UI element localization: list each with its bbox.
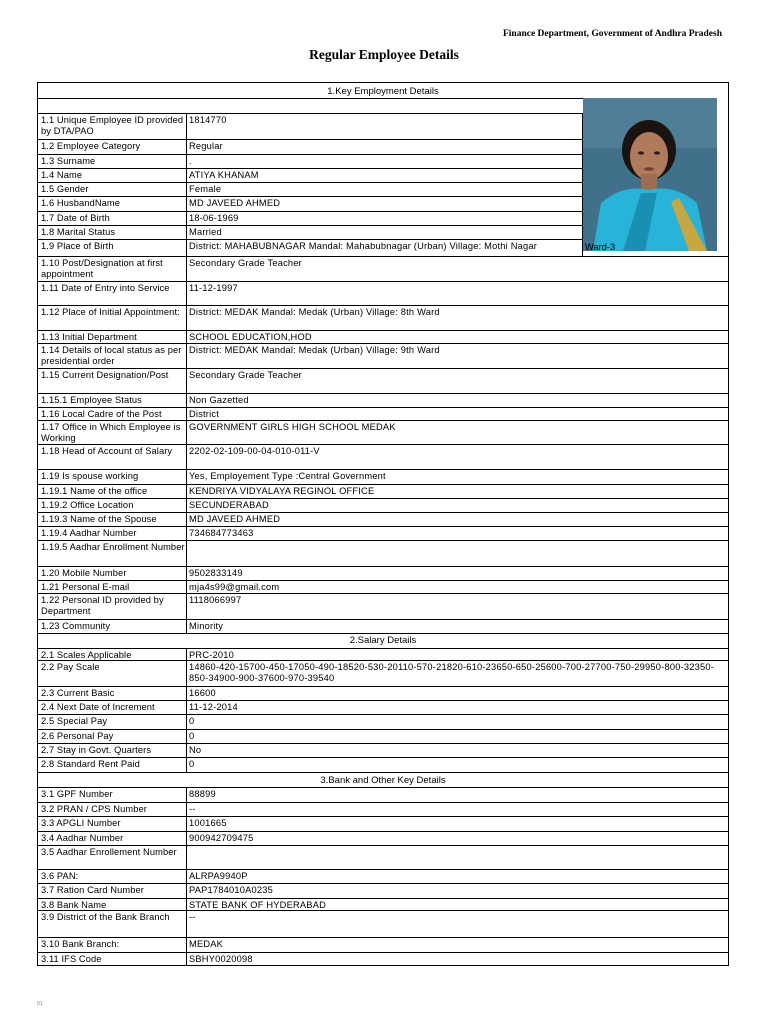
- field-value: Female: [189, 184, 222, 194]
- field-value: Non Gazetted: [189, 395, 249, 405]
- field-label: 2.3 Current Basic: [41, 688, 115, 698]
- field-value: MD JAVEED AHMED: [189, 514, 281, 524]
- field-label: 1.4 Name: [41, 170, 83, 180]
- field-label: 1.16 Local Cadre of the Post: [41, 409, 162, 419]
- field-value: No: [189, 745, 202, 755]
- field-label: 1.13 Initial Department: [41, 332, 137, 342]
- field-label: 3.5 Aadhar Enrollement Number: [41, 847, 177, 857]
- field-label: 1.21 Personal E-mail: [41, 582, 130, 592]
- field-label: 1.7 Date of Birth: [41, 213, 110, 223]
- field-label: 3.6 PAN:: [41, 871, 79, 881]
- field-label: 2.7 Stay in Govt. Quarters: [41, 745, 152, 755]
- field-label: 1.19 Is spouse working: [41, 471, 139, 481]
- field-label: 2.1 Scales Applicable: [41, 650, 132, 660]
- field-value: 18-06-1969: [189, 213, 239, 223]
- field-label: 1.19.3 Name of the Spouse: [41, 514, 157, 524]
- field-value: 0: [189, 716, 195, 726]
- field-value: --: [189, 804, 196, 814]
- field-value: 2202-02-109-00-04-010-011-V: [189, 446, 320, 456]
- field-label: 3.8 Bank Name: [41, 900, 107, 910]
- field-value: Minority: [189, 621, 224, 631]
- department-header: Finance Department, Government of Andhra Pradesh: [502, 29, 722, 39]
- field-value: 1118066997: [189, 595, 242, 605]
- field-label: 1.12 Place of Initial Appointment:: [41, 307, 180, 317]
- field-value: MD JAVEED AHMED: [189, 198, 281, 208]
- field-value: ATIYA KHANAM: [189, 170, 259, 180]
- field-value: 0: [189, 731, 195, 741]
- field-value: SBHY0020098: [189, 954, 253, 964]
- field-label: 2.8 Standard Rent Paid: [41, 759, 140, 769]
- field-label: 2.5 Special Pay: [41, 716, 108, 726]
- field-label: 1.22 Personal ID provided by Department: [41, 595, 164, 616]
- field-label: 3.7 Ration Card Number: [41, 885, 144, 895]
- field-value: District: [189, 409, 220, 419]
- field-label: 1.3 Surname: [41, 156, 96, 166]
- field-label: 3.4 Aadhar Number: [41, 833, 124, 843]
- field-label: 3.1 GPF Number: [41, 789, 113, 799]
- field-value: 900942709475: [189, 833, 254, 843]
- field-value: PAP1784010A0235: [189, 885, 273, 895]
- field-value: Secondary Grade Teacher: [189, 258, 302, 268]
- field-value: District: MEDAK Mandal: Medak (Urban) Village: 9th Ward: [189, 345, 440, 355]
- page-title: Regular Employee Details: [309, 47, 459, 62]
- field-label: 1.5 Gender: [41, 184, 89, 194]
- field-label: 3.10 Bank Branch:: [41, 939, 120, 949]
- field-value: GOVERNMENT GIRLS HIGH SCHOOL MEDAK: [189, 422, 396, 432]
- field-label: 1.1 Unique Employee ID provided by DTA/PAO: [41, 115, 184, 136]
- field-label: 1.19.2 Office Location: [41, 500, 134, 510]
- field-label: 1.2 Employee Category: [41, 141, 141, 151]
- field-value: District: MEDAK Mandal: Medak (Urban) Village: 8th Ward: [189, 307, 440, 317]
- field-value: 9502833149: [189, 568, 243, 578]
- field-value: 1814770: [189, 115, 227, 125]
- field-label: 1.17 Office in Which Employee is Working: [41, 422, 181, 443]
- field-value: KENDRIYA VIDYALAYA REGINOL OFFICE: [189, 486, 375, 496]
- field-value: mja4s99@gmail.com: [189, 582, 280, 592]
- field-label: 1.6 HusbandName: [41, 198, 121, 208]
- field-label: 1.10 Post/Designation at first appointment: [41, 258, 163, 279]
- field-value: 11-12-2014: [189, 702, 238, 712]
- field-value: SCHOOL EDUCATION,HOD: [189, 332, 312, 342]
- field-label: 1.8 Marital Status: [41, 227, 116, 237]
- section-heading-bank: 3.Bank and Other Key Details: [320, 775, 446, 786]
- field-value: District: MAHABUBNAGAR Mandal: Mahabubnagar (Urban) Village: Mothi Nagar: [189, 241, 538, 251]
- field-label: 1.23 Community: [41, 621, 111, 631]
- field-label: 2.2 Pay Scale: [41, 662, 100, 672]
- field-value: MEDAK: [189, 939, 224, 949]
- field-label: 1.15.1 Employee Status: [41, 395, 142, 405]
- field-label: 2.4 Next Date of Increment: [41, 702, 155, 712]
- field-label: 1.18 Head of Account of Salary: [41, 446, 173, 456]
- field-label: 1.19.1 Name of the office: [41, 486, 148, 496]
- field-value: Married: [189, 227, 222, 237]
- field-value: 11-12-1997: [189, 283, 238, 293]
- page-mark: 01: [37, 1001, 43, 1007]
- field-label: 3.3 APGLI Number: [41, 818, 121, 828]
- section-heading-key-employment: 1.Key Employment Details: [327, 86, 439, 97]
- field-label: 1.19.5 Aadhar Enrollment Number: [41, 542, 185, 552]
- field-value: STATE BANK OF HYDERABAD: [189, 900, 327, 910]
- field-value: ALRPA9940P: [189, 871, 248, 881]
- field-value: PRC-2010: [189, 650, 235, 660]
- field-value: .: [189, 156, 192, 166]
- field-value: Yes, Employement Type :Central Government: [189, 471, 386, 481]
- employee-photo: [583, 98, 717, 251]
- field-value: 1001665: [189, 818, 227, 828]
- field-value: Regular: [189, 141, 223, 151]
- field-value: 16600: [189, 688, 216, 698]
- field-value: 14860-420-15700-450-17050-490-18520-530-20110-570-21820-610-23650-650-25600-700-27700-750-29950-800-32350-850-34900-900-37600-970-39540: [189, 662, 715, 683]
- field-label: 3.2 PRAN / CPS Number: [41, 804, 147, 814]
- field-label: 3.11 IFS Code: [41, 954, 102, 964]
- field-label: 2.6 Personal Pay: [41, 731, 114, 741]
- field-label: 3.9 District of the Bank Branch: [41, 912, 170, 922]
- field-value: 0: [189, 759, 195, 769]
- field-label: 1.20 Mobile Number: [41, 568, 127, 578]
- field-value: Secondary Grade Teacher: [189, 370, 302, 380]
- field-label: 1.14 Details of local status as per presidential order: [41, 345, 182, 366]
- field-value: --: [189, 912, 196, 922]
- field-value: 88899: [189, 789, 216, 799]
- field-label: 1.15 Current Designation/Post: [41, 370, 169, 380]
- field-label: 1.9 Place of Birth: [41, 241, 114, 251]
- field-label: 1.11 Date of Entry into Service: [41, 283, 170, 293]
- field-label: 1.19.4 Aadhar Number: [41, 528, 137, 538]
- ward-label: Ward-3: [585, 242, 616, 252]
- section-heading-salary: 2.Salary Details: [349, 635, 417, 646]
- field-value: 734684773463: [189, 528, 254, 538]
- field-value: SECUNDERABAD: [189, 500, 269, 510]
